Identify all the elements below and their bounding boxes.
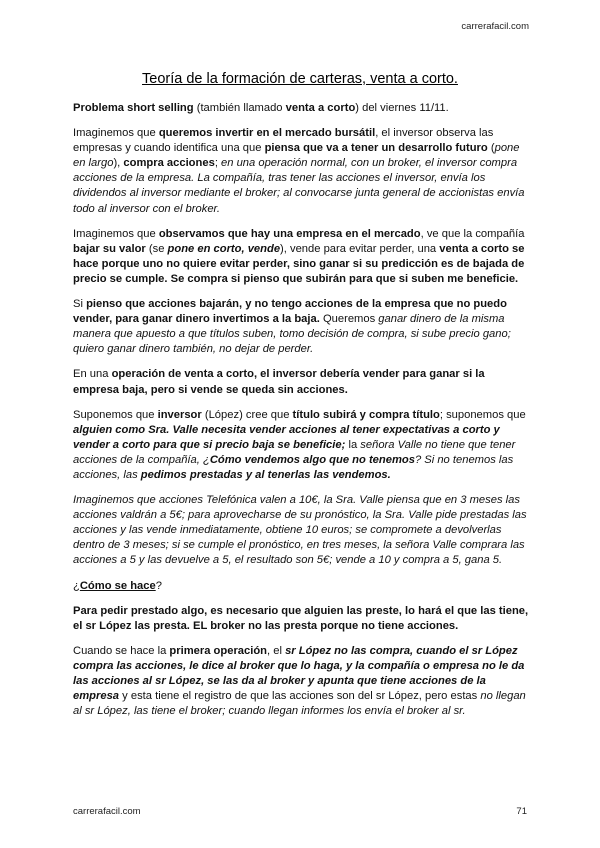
text-run: Imaginemos que [73, 227, 159, 240]
text-run: pone en corto, vende [167, 242, 281, 255]
text-run: ganar dinero de la misma manera que apuesto a que títulos suben, tomo decisión de compra, si sube precio gano; quiero ganar dinero también, no dejar de perder. [73, 313, 511, 356]
document-body [73, 101, 529, 729]
paragraph [73, 367, 529, 397]
text-run: Para pedir prestado algo, es necesario que alguien las preste, lo hará el que las tiene, el sr López las presta. EL broker no las presta porque no tiene acciones. [73, 604, 529, 632]
text-run: pedimos prestadas y al tenerlas las vendemos. [140, 468, 391, 481]
text-run: Cómo se hace [79, 579, 156, 592]
text-run: operación de venta a corto, el inversor debería vender para ganar si la empresa baja, pero si vende se queda sin acciones. [73, 368, 485, 396]
text-run: inversor [157, 408, 202, 421]
text-run: Si [73, 298, 87, 311]
text-run: ¿ [73, 579, 80, 592]
text-run: venta a corto se hace porque uno no quiere evitar perder, sino ganar si su predicción es de bajada de precio se cumple. Se compra si pienso que subirán para que si suben me beneficie. [73, 242, 525, 285]
paragraph [73, 644, 529, 719]
text-run: ? Si no tenemos las acciones, las [73, 453, 514, 481]
text-run: ( [487, 142, 495, 155]
text-run: , el inversor observa las empresas y cuando identifica una que [73, 127, 494, 155]
text-run: (se [145, 242, 168, 255]
text-run: Imaginemos que acciones Telefónica valen a 10€, la Sra. Valle piensa que en 3 meses las acciones valdrán a 5€; para aprovecharse de su pronóstico, la Sra. Valle pide prestadas las acciones y las vende inmediatamente, obtiene 10 euros; se compromete a devolverlas dentro de 3 meses; si se cumple el pronóstico, en tres meses, la señora Valle comprara las acciones a 5 y las devuelve a 5, el resultado son 5€; vende a 10 y compra a 5, gana 5. [73, 494, 527, 567]
text-run: en una operación normal, con un broker, el inversor compra acciones de la empresa. La compañía, tras tener las acciones el inversor, envía los dividendos al inversor mediante el broker; al convocarse junta general de accionistas envía todo al inversor con el broker. [73, 157, 525, 215]
text-run: venta a corto [285, 102, 356, 114]
text-run: alguien como Sra. Valle necesita vender acciones al tener expectativas a corto y vender a corto para que si precio baja se beneficie; [73, 423, 500, 451]
text-run: (López) cree que [201, 408, 293, 421]
text-run: En una [73, 368, 112, 381]
text-run: sr López no las compra, cuando el sr López compra las acciones, le dice al broker que lo haga, y la compañía o empresa no le da las acciones al sr López, se las da al broker y apunta que tiene acciones de la empresa [73, 644, 525, 703]
text-run: Problema short selling [73, 102, 194, 114]
text-run: y esta tiene el registro de que las acciones son del sr López, pero estas [119, 690, 481, 703]
text-run: compra acciones [123, 157, 215, 170]
paragraph [73, 227, 529, 287]
text-run: señora Valle no tiene que tener acciones de la compañía, ¿ [73, 438, 516, 466]
text-run: , el [267, 644, 286, 657]
page-title: Teoría de la formación de carteras, venta a corto. [142, 71, 458, 87]
paragraph [73, 604, 529, 634]
text-run: no llegan al sr López, las tiene el broker; cuando llegan informes los envía el broker al sr. [73, 690, 526, 718]
paragraph [73, 408, 529, 483]
text-run: queremos invertir en el mercado bursátil [158, 127, 376, 140]
text-run: título subirá y compra título [292, 408, 440, 421]
paragraph [73, 493, 529, 568]
text-run: ; suponemos que [439, 408, 526, 421]
paragraph [73, 126, 529, 217]
text-run: ), [113, 157, 124, 170]
text-run: primera operación [169, 644, 268, 657]
text-run: la [345, 438, 361, 451]
text-run: Suponemos que [73, 408, 158, 421]
page-number: 71 [516, 806, 527, 817]
text-run: pienso que acciones bajarán, y no tengo acciones de la empresa que no puedo vender, para ganar dinero invertimos a la baja. [73, 298, 507, 326]
footer-site: carrerafacil.com [73, 806, 141, 817]
paragraph [73, 297, 529, 357]
text-run: bajar su valor [73, 242, 146, 255]
text-run: Cómo vendemos algo que no tenemos [209, 453, 415, 466]
paragraph [73, 101, 529, 116]
text-run: ; [214, 157, 222, 170]
text-run: , ve que la compañía [420, 227, 525, 240]
text-run: (también llamado [193, 102, 286, 114]
text-run: Imaginemos que [73, 127, 159, 140]
text-run: observamos que hay una empresa en el mercado [158, 227, 421, 240]
text-run: ), vende para evitar perder, una [280, 242, 440, 255]
text-run: Queremos [319, 313, 379, 326]
text-run: ) del viernes 11/11. [355, 102, 449, 114]
paragraph [73, 579, 529, 594]
header-site: carrerafacil.com [461, 21, 529, 32]
text-run: ? [155, 579, 162, 592]
text-run: piensa que va a tener un desarrollo futuro [264, 142, 488, 155]
text-run: Cuando se hace la [73, 644, 170, 657]
text-run: pone en largo [73, 142, 520, 170]
